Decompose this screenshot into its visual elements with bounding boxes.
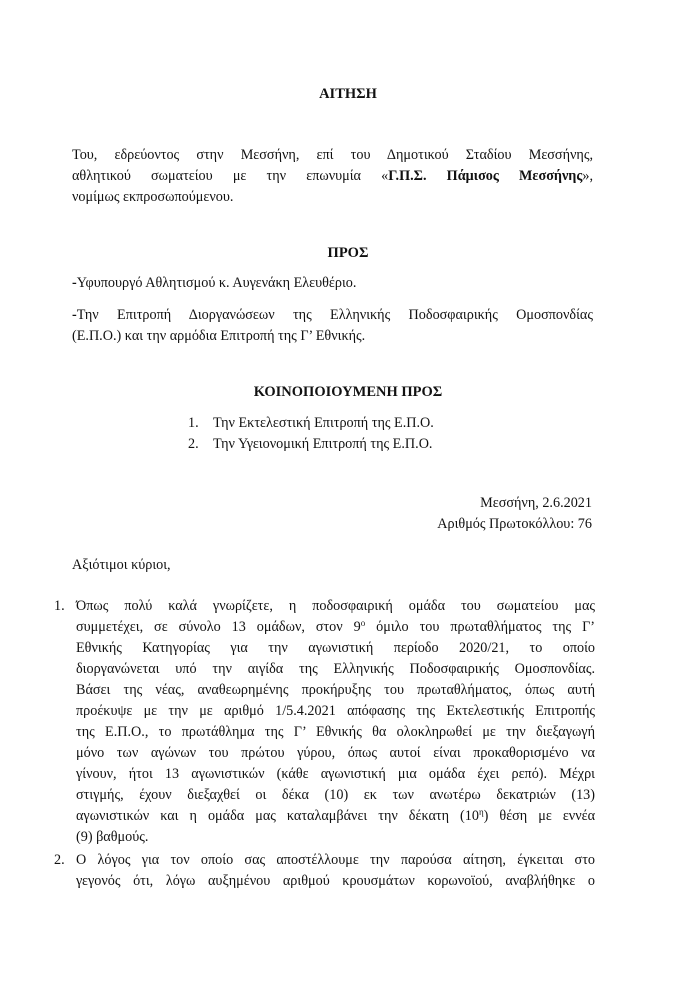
intro-line-3: νομίμως εκπροσωπούμενου. xyxy=(72,189,234,205)
cc-item-2: 2. Την Υγειονομική Επιτροπή της Ε.Π.Ο. xyxy=(188,436,433,452)
protocol-number: Αριθμός Πρωτοκόλλου: 76 xyxy=(437,516,592,532)
cc-item-1: 1. Την Εκτελεστική Επιτροπή της Ε.Π.Ο. xyxy=(188,415,434,431)
recipient-2: -Την Επιτροπή Διοργανώσεων της Ελληνικής Ποδοσφαιρικής Ομοσπονδίας (Ε.Π.Ο.) και την αρμόδια Επιτροπή της Γ’ Εθνικής. xyxy=(72,307,593,344)
intro-line-2: αθλητικού σωματείου με την επωνυμία «Γ.Π.Σ. Πάμισος Μεσσήνης», xyxy=(72,168,593,184)
recipient-1: -Υφυπουργό Αθλητισμού κ. Αυγενάκη Ελευθέριο. xyxy=(72,275,357,291)
date-block xyxy=(437,493,592,535)
intro-paragraph xyxy=(72,145,593,208)
intro-line-1: Του, εδρεύοντος στην Μεσσήνη, επί του Δημοτικού Σταδίου Μεσσήνης, xyxy=(72,147,593,163)
numbered-item-1: 1. Όπως πολύ καλά γνωρίζετε, η ποδοσφαιρική ομάδα του σωματείου μας συμμετέχει, σε σύνολο 13 ομάδων, στον $9^o$ όμιλο του πρωταθλήματος της Γ’ Εθνικής Κατηγορίας για την αγωνιστική περίοδο 2020/21, το οποίο διοργανώνεται υπό την αιγίδα της Ελληνικής Ποδοσφαιρικής Ομοσπονδίας. Βάσει της νέας, αναθεωρημένης προκήρυξης του πρωταθλήματος, όπως αυτή προέκυψε με την με αριθμό 1/5.4.2021 απόφασης της Εκτελεστικής Επιτροπής της Ε.Π.Ο., το πρωτάθλημα της Γ’ Εθνικής θα ολοκληρωθεί με την διεξαγωγή μόνο των αγώνων του πρώτου γύρου, όπως αυτοί είναι προκαθορισμένο να γίνουν, ήτοι 13 αγωνιστικών (κάθε αγωνιστική μια ομάδα έχει ρεπό). Μέχρι στιγμής, έχουν διεξαχθεί οι δέκα (10) εκ των ανωτέρω δεκατριών (13) αγωνιστικών και η ομάδα μας καταλαμβάνει την δέκατη $(10^\eta)$ θέση με εννέα (9) βαθμούς. xyxy=(54,598,595,845)
heading-to: ΠΡΟΣ xyxy=(327,245,369,261)
numbered-item-2: 2. Ο λόγος για τον οποίο σας αποστέλλουμε την παρούσα αίτηση, έγκειται στο γεγονός ότι, λόγω αυξημένου αριθμού κρουσμάτων κορωνοϊού, αναβλήθηκε ο xyxy=(54,852,595,889)
place-date: Μεσσήνη, 2.6.2021 xyxy=(480,495,592,511)
heading-cc: ΚΟΙΝΟΠΟΙΟΥΜΕΝΗ ΠΡΟΣ xyxy=(253,384,443,400)
salutation: Αξιότιμοι κύριοι, xyxy=(72,557,171,573)
club-name: Γ.Π.Σ. Πάμισος Μεσσήνης xyxy=(388,168,583,184)
heading-request: ΑΙΤΗΣΗ xyxy=(319,86,377,102)
